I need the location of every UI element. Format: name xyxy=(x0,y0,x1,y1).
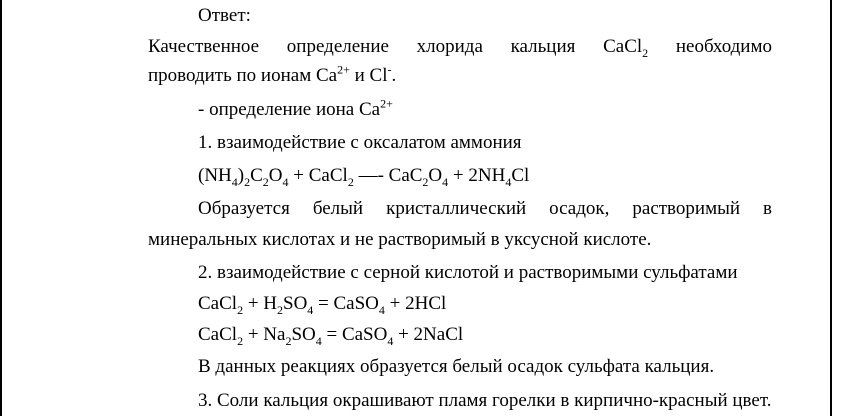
equation-3: CaCl$_2$ + $Na_2SO_4$ = CaSO$_4$ + 2NaCl xyxy=(198,324,464,348)
paragraph-2-line-2: минеральных кислотах и не растворимый в уксусной кислоте. xyxy=(148,229,652,250)
paragraph-1-line-2: проводить по ионам $Ca^{2+}$ и Cl-. xyxy=(148,62,397,86)
page-border-left xyxy=(0,0,2,416)
equation-2: CaCl$_2$ + $H_2SO_4$ = CaSO$_4$ + 2HCl xyxy=(198,293,447,317)
item-3: 3. Соли кальция окрашивают пламя горелки в кирпично-красный цвет. xyxy=(198,390,772,411)
ion-heading: - определение иона $Ca^{2+}$ xyxy=(198,96,393,120)
item-2: 2. взаимодействие с серной кислотой и растворимыми сульфатами xyxy=(198,262,738,283)
answer-label: Ответ: xyxy=(198,5,251,26)
page-border-right xyxy=(830,0,832,416)
paragraph-1-line-1: Качественное определение хлорида кальция CaCl$_2$ необходимо xyxy=(148,36,773,60)
item-1: 1. взаимодействие с оксалатом аммония xyxy=(198,132,522,153)
paragraph-3: В данных реакциях образуется белый осадок сульфата кальция. xyxy=(198,356,715,377)
paragraph-2-line-1: Образуется белый кристаллический осадок, растворимый в xyxy=(198,198,772,219)
equation-1: $(NH_4)_2C_2O_4$ + CaCl$_2$ —- $CaC_2O_4 + 2NH_4Cl$ xyxy=(198,165,530,189)
